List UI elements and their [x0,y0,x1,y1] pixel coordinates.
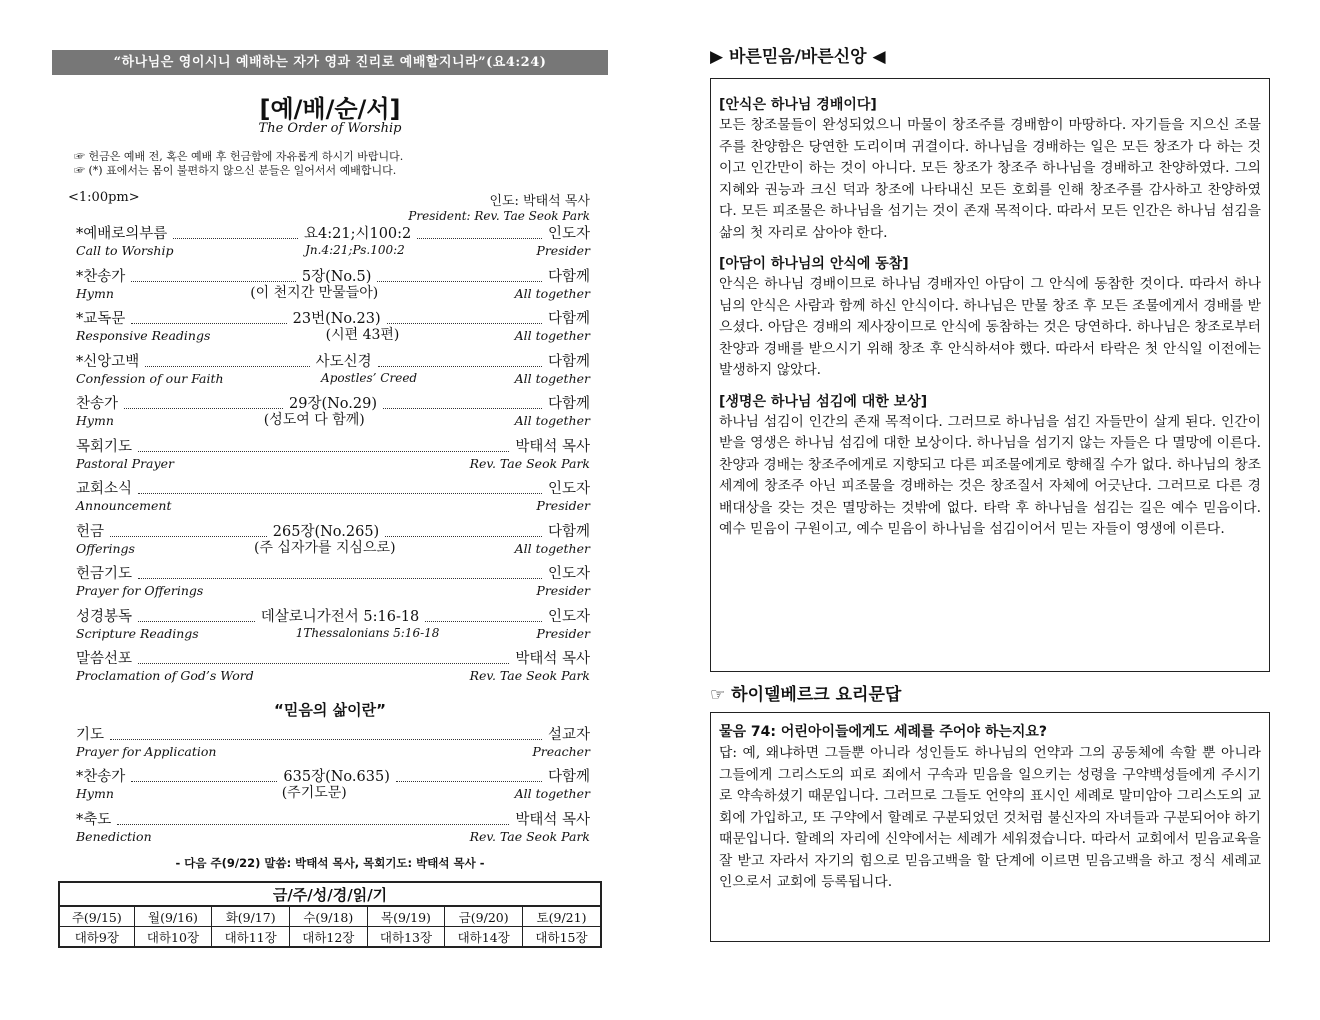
item-name-en: Confession of our Faith [76,370,224,386]
item-presider-en: All together [514,786,590,801]
leader-dots [138,578,542,579]
worship-item [52,811,608,854]
item-presider-en: Rev. Tae Seok Park [469,828,590,844]
item-presider: 박태석 목사 [515,811,590,828]
order-title: [예/배/순/서] [259,95,401,123]
item-presider-en: All together [514,540,590,556]
note-offering: ☞ 헌금은 예배 전, 혹은 예배 후 헌금함에 자유롭게 하시기 바랍니다. [74,150,404,163]
item-presider-en: All together [514,413,590,428]
item-presider-en: All together [514,328,590,343]
leader-dots [138,663,509,664]
item-detail-sub: (성도여 다 함께) [263,412,365,428]
worship-item [52,225,608,268]
leader-dots [425,621,542,622]
item-name: *예배로의부름 [76,226,168,242]
item-name-en: Hymn [76,413,114,428]
item-detail-sub: (주기도문) [281,785,347,801]
item-name: 성경봉독 [76,608,133,625]
item-name: *찬송가 [76,769,126,785]
worship-items [52,225,608,693]
leader-dots [173,238,298,239]
leader-dots [124,408,283,409]
item-name: 말씀선포 [76,651,133,667]
reading-day: 화(9/17) [212,906,290,927]
item-name: *축도 [76,811,112,828]
item-detail: 29장(No.29) [289,396,377,412]
item-presider: 다함께 [547,268,591,285]
faith-panel [710,44,1270,942]
item-name: *찬송가 [76,268,126,285]
reading-day: 월(9/16) [134,906,212,927]
note-standing: ☞ (*) 표에서는 몸이 불편하지 않으신 분들은 일어서서 예배합니다. [74,164,397,177]
leader-dots [396,781,542,782]
catechism-answer: 답: 예, 왜냐하면 그들뿐 아니라 성인들도 하나님의 언약과 그의 공동체에 속할 뿐 아니라 그들에게 그리스도의 피로 죄에서 구속과 믿음을 일으키는 성령을 구약백성들에게 주시기로 약속하셨기 때문입니다. 그러므로 그들도 언약의 표시인 세례로 말미암아 그리스도의 교회에 가입하고, 또 구약에서 할례로 구분되었던 것처럼 불신자의 자녀들과 구분되어야 하기 때문입니다. 할례의 자리에 신약에서는 세례가 세워졌습니다. 따라서 교회에서 믿음교육을 잘 받고 자라서 자기의 힘으로 믿음고백을 할 단계에 이르면 믿음고백을 하고 정식 세례교인으로서 교회에 등록됩니다. [719,745,1261,890]
leader-dots [110,536,267,537]
item-detail-sub: (시편 43편) [325,327,400,343]
faith-section-text: 안식은 하나님 경배이므로 하나님 경배자인 아담이 그 안식에 동참한 것이다. 따라서 하나님의 안식은 사람과 함께 하신 안식이다. 하나님은 만물 창조 후 모든 조물에게서 경배를 받으셨다. 아담은 경배의 제사장이므로 안식에 동참하는 것은 당연하다. 하나님은 창조로부터 찬양과 경배를 받으시기 위해 창조 후 안식하셔야 했다. 따라서 타락은 첫 안식일 이전에는 발생하지 않았다. [719,276,1261,378]
leader-dots [110,739,542,740]
next-week-note: - 다음 주(9/22) 말씀: 박태석 목사, 목회기도: 박태석 목사 - [175,856,485,870]
catechism-box [710,712,1270,942]
worship-item [52,650,608,693]
item-presider-en: Presider [536,583,590,598]
reading-day: 토(9/21) [523,906,602,927]
leader-dots [377,281,542,282]
reading-chapter: 대하14장 [445,927,523,948]
item-presider-en: Presider [536,243,590,258]
item-detail: 265장(No.265) [272,523,380,540]
leader-dots [378,366,542,367]
worship-items-after [52,726,608,854]
item-name-en: Offerings [76,540,135,556]
bible-reading-title: 금/주/성/경/읽/기 [59,882,601,906]
worship-item [52,268,608,311]
reading-chapter: 대하15장 [523,927,602,948]
faith-box [710,78,1270,672]
worship-item [52,310,608,353]
worship-item [52,523,608,566]
item-detail: 데살로니가전서 5:16-18 [260,608,420,625]
item-presider: 인도자 [547,481,590,497]
item-detail-sub: (주 십자가를 지심으로) [254,539,396,556]
item-name-en: Hymn [76,285,114,301]
leader-ko: 인도: 박태석 목사 [489,194,590,209]
reading-chapter: 대하11장 [212,927,290,948]
leader-dots [117,824,509,825]
leader-dots [138,451,509,452]
faith-section-title: [생명은 하나님 섬김에 대한 보상] [719,393,928,410]
item-name: 헌금기도 [76,566,133,582]
leader-dots [417,238,542,239]
item-detail-sub: 1Thessalonians 5:16-18 [295,625,440,640]
item-presider: 박태석 목사 [515,651,590,667]
item-presider: 다함께 [547,396,590,412]
item-presider: 다함께 [547,353,590,370]
item-name-en: Announcement [76,498,172,513]
item-name-en: Call to Worship [76,243,174,258]
leader-dots [145,366,309,367]
bible-reading-table [58,881,602,948]
item-name-en: Pastoral Prayer [76,455,174,471]
item-name-en: Proclamation of God’s Word [76,668,254,683]
item-name-en: Prayer for Offerings [76,583,204,598]
item-name-en: Responsive Readings [76,328,211,343]
item-name: 헌금 [76,523,105,540]
item-name: 기도 [76,726,105,743]
reading-chapter: 대하9장 [59,927,134,948]
item-name-en: Prayer for Application [76,743,217,759]
faith-section-title: [안식은 하나님 경배이다] [719,97,877,113]
time-row [52,190,608,223]
item-presider-en: All together [514,285,590,301]
leader-dots [131,323,286,324]
faith-heading: ▶ 바른믿음/바른신앙 ◀ [710,47,886,67]
item-name: 목회기도 [76,438,133,455]
item-name-en: Scripture Readings [76,625,199,641]
item-presider-en: Presider [536,498,590,513]
worship-item [52,353,608,396]
worship-item [52,438,608,481]
item-detail: 사도신경 [315,353,372,370]
catechism-question: 물음 74: 어린아이들에게도 세례를 주어야 하는지요? [719,724,1048,740]
catechism-heading: ☞ 하이델베르크 요리문답 [710,685,902,705]
item-presider: 다함께 [547,523,590,540]
worship-item [52,608,608,651]
item-presider: 인도자 [547,608,591,625]
item-detail-sub: Jn.4:21;Ps.100:2 [305,243,405,257]
service-time: <1:00pm> [68,190,140,205]
item-presider-en: All together [514,370,590,386]
notes [52,150,608,178]
item-presider: 다함께 [547,311,590,327]
worship-item [52,395,608,438]
item-detail: 5장(No.5) [301,268,372,285]
item-name-en: Hymn [76,786,114,801]
item-presider: 박태석 목사 [515,438,590,455]
item-presider: 인도자 [547,226,591,242]
reading-day: 주(9/15) [59,906,134,927]
item-presider-en: Rev. Tae Seok Park [469,455,590,471]
reading-chapter: 대하10장 [134,927,212,948]
item-detail: 요4:21;시100:2 [304,226,412,242]
leader-dots [138,493,542,494]
reading-day: 수(9/18) [289,906,367,927]
item-name: 교회소식 [76,481,133,497]
item-presider: 다함께 [547,769,591,785]
worship-item [52,480,608,523]
item-detail: 635장(No.635) [283,769,390,785]
item-detail: 23번(No.23) [292,311,381,327]
item-presider-en: Presider [536,625,590,641]
order-subtitle: The Order of Worship [258,121,402,136]
item-name: *교독문 [76,311,126,327]
worship-order-panel [52,50,608,948]
item-presider-en: Preacher [532,743,590,759]
sermon-title: “믿음의 삶이란” [274,700,386,719]
leader-dots [385,536,542,537]
reading-chapter: 대하12장 [289,927,367,948]
item-presider: 인도자 [547,566,590,582]
item-name: 찬송가 [76,396,119,412]
leader-dots [383,408,542,409]
reading-chapter: 대하13장 [367,927,445,948]
leader-en: President: Rev. Tae Seok Park [408,209,590,223]
worship-item [52,565,608,608]
reading-day: 금(9/20) [445,906,523,927]
leader-dots [138,621,255,622]
faith-section-text: 하나님 섬김이 인간의 존재 목적이다. 그러므로 하나님을 섬긴 자들만이 살게 된다. 인간이 받을 영생은 하나님 섬김에 대한 보상이다. 하나님을 섬기지 않는 자들은 다 멸망에 이른다. 찬양과 경배는 창조주에게로 지향되고 다른 피조물에게로 향해질 수가 없다. 하나님의 창조세계에 창조주 아닌 피조물을 경배하는 것은 창조질서 자체에 어긋난다. 그러므로 다른 경배대상을 갖는 것은 멸망하는 것밖에 없다. 타락 후 하나님을 섬김는 길은 예수 믿음이다. 예수 믿음이 구원이고, 예수 믿음이 하나님을 섬김이어서 믿는 자들이 영생에 이른다. [719,413,1261,537]
item-name: *신앙고백 [76,353,140,370]
item-name-en: Benediction [76,828,152,844]
scripture-banner: “하나님은 영이시니 예배하는 자가 영과 진리로 예배할지니라”(요4:24) [52,50,608,75]
worship-item [52,768,608,811]
faith-section-title: [아담이 하나님의 안식에 동참] [719,256,909,272]
leader-dots [131,281,296,282]
leader-dots [131,781,277,782]
item-presider-en: Rev. Tae Seok Park [469,668,590,683]
item-detail-sub: Apostles’ Creed [321,370,418,385]
faith-section-text: 모든 창조물들이 완성되었으니 마물이 창조주를 경배함이 마땅하다. 자기들을 지으신 조물주를 찬양함은 당연한 도리이며 귀결이다. 하나님을 경배하는 일은 모든 창조가 다 하는 것이고 인간만이 하는 것이 아니다. 모든 창조가 창조주 하나님을 경배하고 찬양하였다. 그의 지혜와 권능과 크신 덕과 창조에 나타내신 모든 호회를 인해 창조주를 감사하고 찬양하였다. 모든 피조물은 하나님을 섬기는 것이 존재 목적이다. 따라서 모든 인간은 하나님 섬김을 삶의 첫 자리로 삼아야 한다. [719,117,1261,241]
item-detail-sub: (이 천지간 만물들아) [250,284,379,301]
item-presider: 설교자 [547,726,590,743]
reading-day: 목(9/19) [367,906,445,927]
leader-dots [387,323,542,324]
worship-item [52,726,608,769]
